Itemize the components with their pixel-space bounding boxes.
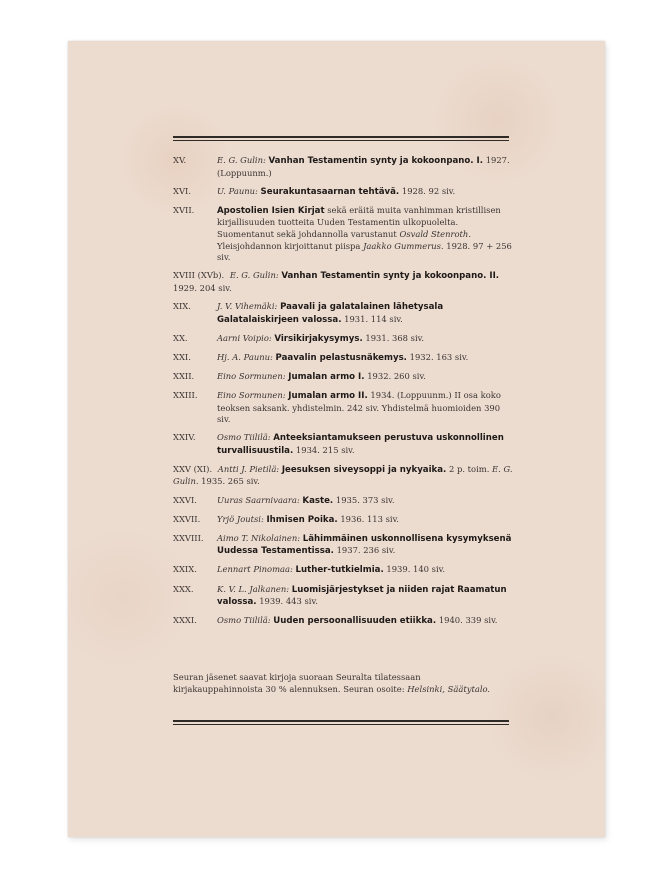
list-item: [173, 390, 513, 426]
book-title: Seurakuntasaarnan tehtävä.: [260, 186, 400, 197]
book-title: Ihmisen Poika.: [266, 514, 338, 525]
book-title: Lähimmäinen uskonnollisena kysymyksenä Uudessa Testamentissa.: [217, 533, 512, 557]
translator: Osvald Stenroth.: [399, 228, 471, 239]
author: Lennart Pinomaa:: [217, 564, 293, 575]
book-details: 1928. 92 siv.: [401, 185, 456, 196]
book-title: Luther-tutkielmia.: [295, 565, 384, 576]
top-rule: [173, 136, 509, 141]
publication-list: [173, 155, 513, 634]
book-details: 1932. 260 siv.: [367, 370, 426, 381]
list-item: [173, 352, 513, 365]
list-item: [173, 432, 513, 457]
book-title: Kaste.: [302, 495, 334, 506]
book-details: 1934. (Loppuunm.) II osa koko teoksen saksank. yhdistelmin. 242 siv. Yhdistelmä huomioiden 390 siv.: [217, 389, 501, 425]
note-text: Seuran jäsenet saavat kirjoja suoraan Seuralta tilatessaan kirjakauppahinnoista 30 % alennuksen. Seuran osoite:: [173, 672, 421, 694]
series-number: XV.: [173, 155, 187, 165]
book-details: 1932. 163 siv.: [409, 351, 469, 362]
book-details: 1935. 373 siv.: [335, 494, 395, 505]
author: Eino Sormunen:: [217, 389, 286, 400]
book-details-3: 1928. 97 + 256 siv.: [217, 240, 512, 263]
list-item: [173, 333, 513, 346]
author: E. G. Gulin:: [229, 270, 279, 281]
book-title: Apostolien Isien Kirjat: [217, 205, 325, 216]
series-number: XVI.: [173, 185, 191, 196]
series-number: XVIII (XVb).: [173, 270, 225, 281]
list-item: [173, 371, 513, 384]
author: U. Paunu:: [217, 185, 258, 196]
author: J. V. Vihemäki:: [217, 300, 278, 311]
book-title: Jeesuksen siveysoppi ja nykyaika.: [281, 464, 447, 475]
list-item: [173, 186, 513, 199]
list-item: [173, 514, 513, 527]
author: K. V. L. Jalkanen:: [217, 583, 290, 594]
list-item: [173, 564, 513, 577]
bottom-rule: [173, 720, 509, 725]
book-details: 1939. 140 siv.: [386, 564, 446, 575]
list-item: [173, 464, 513, 488]
author: Aimo T. Nikolainen:: [217, 532, 301, 543]
author: Osmo Tiililä:: [217, 615, 271, 626]
series-number: XX.: [173, 332, 188, 343]
book-details-2: 1935. 265 siv.: [201, 476, 260, 487]
series-number: XXIX.: [173, 564, 197, 575]
series-number: XIX.: [173, 300, 191, 311]
society-address: Helsinki, Säätytalo.: [407, 683, 491, 694]
series-number: XVII.: [173, 204, 195, 215]
author: Eino Sormunen:: [217, 370, 286, 381]
book-details: sekä eräitä muita vanhimman kristillisen kirjallisuuden tuotteita Uuden Testamentin ulkopuolelta. Suomentanut sekä johdannolla varustanut: [217, 204, 501, 239]
book-title: Virsikirjakysymys.: [274, 333, 363, 344]
list-item: [173, 301, 513, 326]
author: Antti J. Pietilä:: [217, 463, 280, 474]
author: Uuras Saarnivaara:: [217, 494, 300, 505]
book-title: Jumalan armo I.: [288, 371, 365, 382]
series-number: XXX.: [173, 583, 194, 594]
book-details: 1931. 114 siv.: [344, 313, 403, 324]
book-title: Luomisjärjestykset ja niiden rajat Raamatun valossa.: [217, 584, 507, 608]
list-item: [173, 533, 513, 558]
book-details: 1931. 368 siv.: [365, 332, 425, 343]
list-item: [173, 584, 513, 609]
book-details: 1927. (Loppuunm.): [217, 155, 510, 178]
book-details: 1939. 443 siv.: [259, 596, 318, 607]
list-item: [173, 155, 513, 179]
list-item: [173, 615, 513, 628]
book-details: 1929. 204 siv.: [173, 282, 232, 293]
book-title: Uuden persoonallisuuden etiikka.: [273, 616, 437, 627]
book-title: Vanhan Testamentin synty ja kokoonpano. I.: [268, 156, 484, 166]
author: E. G. Gulin:: [217, 155, 266, 165]
series-number: XXII.: [173, 370, 195, 381]
series-number: XXIV.: [173, 432, 196, 443]
series-number: XXVI.: [173, 494, 197, 505]
foreword-author: Jaakko Gummerus.: [363, 240, 444, 251]
book-details: 1937. 236 siv.: [336, 545, 396, 556]
book-title: Paavalin pelastusnäkemys.: [275, 352, 407, 363]
list-item: [173, 205, 513, 264]
list-item: [173, 270, 513, 294]
book-details: 1934. 215 siv.: [295, 444, 355, 455]
book-title: Paavali ja galatalainen lähetysala Galatalaiskirjeen valossa.: [217, 301, 444, 325]
book-title: Vanhan Testamentin synty ja kokoonpano. II.: [281, 271, 500, 282]
membership-note: [173, 672, 513, 696]
book-details: 1936. 113 siv.: [340, 513, 400, 524]
book-title: Jumalan armo II.: [288, 390, 368, 401]
book-details: 2 p. toim.: [449, 463, 490, 474]
author: Hj. A. Paunu:: [217, 351, 273, 362]
series-number: XXI.: [173, 351, 191, 362]
series-number: XXVIII.: [173, 532, 204, 543]
author: Yrjö Joutsi:: [217, 513, 264, 524]
editor: E. G. Gulin.: [173, 463, 513, 487]
series-number: XXIII.: [173, 389, 198, 400]
book-details: 1940. 339 siv.: [438, 615, 498, 626]
author: Osmo Tiililä:: [217, 432, 271, 443]
series-number: XXVII.: [173, 513, 201, 524]
author: Aarni Voipio:: [217, 332, 272, 343]
series-number: XXV (XI).: [173, 463, 213, 474]
book-title: Anteeksiantamukseen perustuva uskonnollinen turvallisuustila.: [217, 433, 504, 456]
series-number: XXXI.: [173, 615, 197, 626]
book-details-2: Yleisjohdannon kirjoittanut piispa: [217, 240, 361, 251]
list-item: [173, 495, 513, 508]
